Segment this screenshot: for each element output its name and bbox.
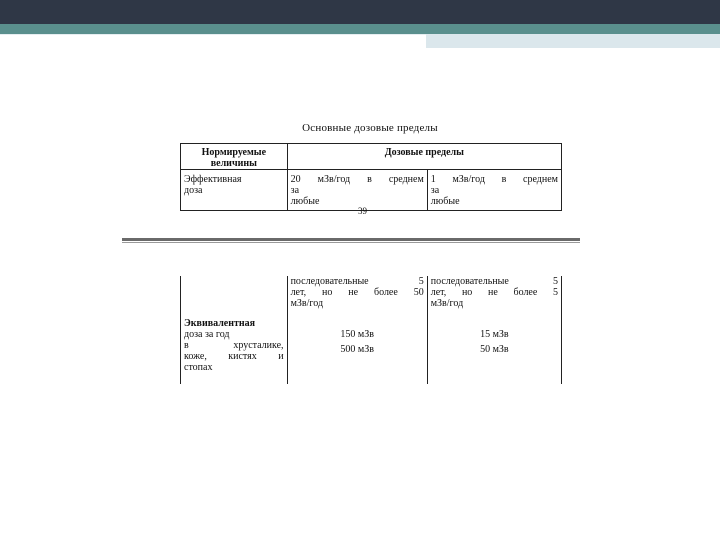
value-line: мЗв/год [290, 298, 324, 309]
value-line: последовательные 5 [430, 276, 558, 287]
row-label-skin [181, 340, 288, 384]
label-line: доза [184, 185, 203, 196]
label-line: доза за год [184, 329, 230, 340]
page-break-rule [122, 238, 580, 241]
table-row-skin-hands-feet [181, 340, 562, 384]
value-line: за [430, 185, 440, 196]
header-dose-limits: Дозовые пределы [287, 144, 561, 170]
label-line: стопах [184, 362, 213, 373]
row-label-empty [181, 276, 288, 312]
value-line: 20 мЗв/год в среднем [290, 174, 424, 185]
row-label-equivalent-dose [181, 312, 288, 340]
value-line: любые [430, 196, 460, 207]
table-row-continuation [181, 276, 562, 312]
table-title: Основные дозовые пределы [302, 122, 438, 134]
value-line: 1 мЗв/год в среднем [430, 174, 558, 185]
header-normalized-values: Нормируемые величины [181, 144, 288, 170]
value-line: лет, но не более 5 [430, 287, 558, 298]
header-light-bar [426, 34, 720, 48]
header-teal-bar [0, 24, 720, 34]
table-row-effective-dose [181, 170, 562, 211]
value-personnel [287, 170, 427, 211]
value-line: мЗв/год [430, 298, 464, 309]
label-line: коже, кистях и [184, 351, 284, 362]
page-number: 39 [358, 206, 367, 216]
value-line: любые [290, 196, 320, 207]
row-label-effective-dose [181, 170, 288, 211]
table-header-row [181, 144, 562, 170]
header-divider [0, 34, 426, 35]
dose-limits-table-lower [180, 276, 562, 384]
value-personnel-lens: 150 мЗв [287, 312, 427, 340]
value-line: за [290, 185, 300, 196]
dose-limits-table-upper [180, 143, 562, 211]
value-line: последовательные 5 [290, 276, 424, 287]
label-line: Эффективная [184, 174, 242, 185]
value-personnel-continued [287, 276, 427, 312]
label-line: в хрусталике, [184, 340, 284, 351]
value-personnel-skin: 500 мЗв [287, 340, 427, 384]
value-line: лет, но не более 50 [290, 287, 424, 298]
table-row-equivalent-dose [181, 312, 562, 340]
value-population-skin: 50 мЗв [427, 340, 561, 384]
value-population [427, 170, 561, 211]
page-break-rule-thin [122, 242, 580, 243]
value-population-continued [427, 276, 561, 312]
header-dark-bar [0, 0, 720, 24]
label-bold: Эквивалентная [184, 318, 256, 329]
value-population-lens: 15 мЗв [427, 312, 561, 340]
